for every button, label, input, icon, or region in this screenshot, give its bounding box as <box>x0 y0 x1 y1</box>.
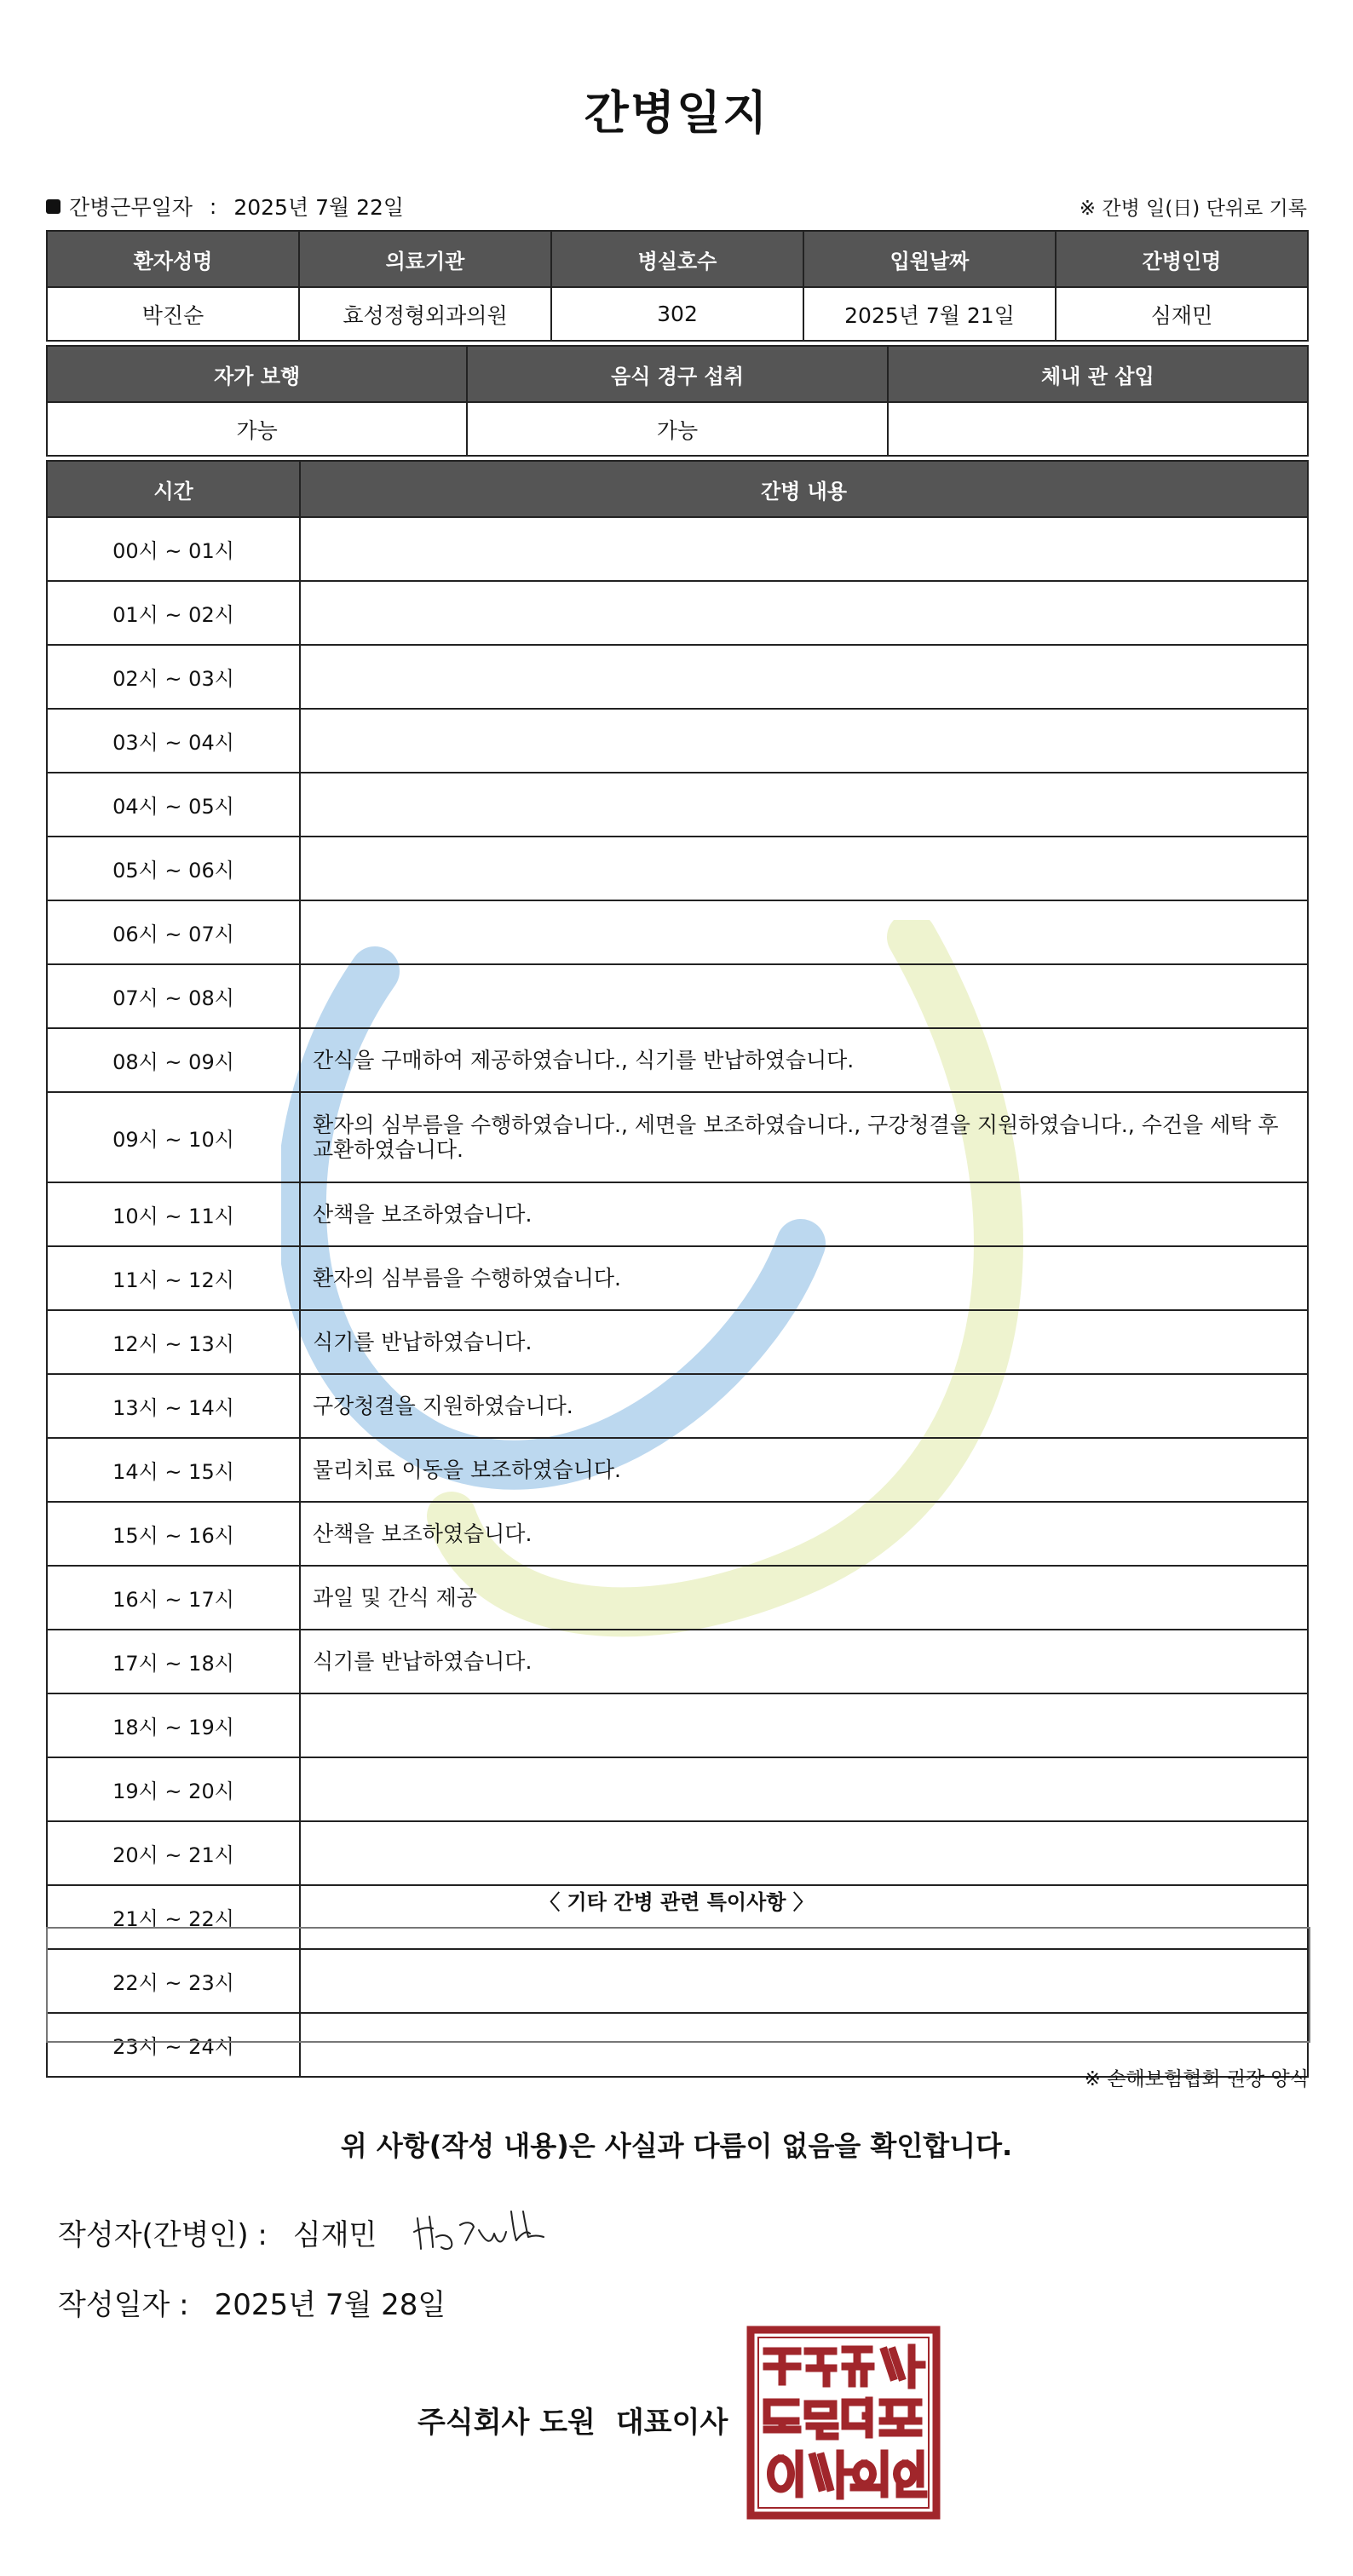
page-title: 간병일지 <box>584 86 769 140</box>
content-cell: 물리치료 이동을 보조하였습니다. <box>300 1438 1308 1502</box>
time-cell: 19시 ~ 20시 <box>47 1757 300 1821</box>
header-self-walking: 자가 보행 <box>47 346 467 402</box>
header-oral-intake: 음식 경구 섭취 <box>467 346 887 402</box>
table-row <box>47 517 1308 581</box>
content-cell: 환자의 심부름을 수행하였습니다., 세면을 보조하였습니다., 구강청결을 지원하였습니다., 수건을 세탁 후 교환하였습니다. <box>300 1092 1308 1182</box>
writer-row <box>58 2211 377 2253</box>
table-row <box>47 773 1308 837</box>
time-cell: 05시 ~ 06시 <box>47 837 300 900</box>
patient-status-value-row <box>47 402 1308 456</box>
writer-name: 심재민 <box>292 2218 377 2252</box>
table-row <box>47 1310 1308 1374</box>
patient-info-header-row <box>47 231 1308 287</box>
room-number-value: 302 <box>551 287 803 341</box>
tube-insertion-value <box>888 402 1308 456</box>
oral-intake-value: 가능 <box>467 402 887 456</box>
content-cell: 산책을 보조하였습니다. <box>300 1182 1308 1246</box>
table-row <box>47 709 1308 773</box>
header-caregiver-name: 간병인명 <box>1056 231 1308 287</box>
time-cell: 03시 ~ 04시 <box>47 709 300 773</box>
write-date-row <box>58 2281 446 2323</box>
patient-status-header-row <box>47 346 1308 402</box>
table-row <box>47 1092 1308 1182</box>
table-row <box>47 1566 1308 1630</box>
table-row <box>47 1028 1308 1092</box>
content-cell <box>300 581 1308 645</box>
header-time: 시간 <box>47 461 300 517</box>
content-cell: 식기를 반납하였습니다. <box>300 1630 1308 1693</box>
content-cell: 식기를 반납하였습니다. <box>300 1310 1308 1374</box>
header-patient-name: 환자성명 <box>47 231 299 287</box>
time-cell: 06시 ~ 07시 <box>47 900 300 964</box>
write-date-value: 2025년 7월 28일 <box>214 2288 446 2322</box>
time-cell: 16시 ~ 17시 <box>47 1566 300 1630</box>
representative-title: 대표이사 <box>615 2406 728 2440</box>
header-hospital: 의료기관 <box>299 231 551 287</box>
content-cell: 과일 및 간식 제공 <box>300 1566 1308 1630</box>
time-cell: 15시 ~ 16시 <box>47 1502 300 1566</box>
remarks-title: 〈 기타 간병 관련 특이사항 〉 <box>539 1890 814 1914</box>
content-cell <box>300 1757 1308 1821</box>
table-row <box>47 1757 1308 1821</box>
time-cell: 18시 ~ 19시 <box>47 1693 300 1757</box>
content-cell: 산책을 보조하였습니다. <box>300 1502 1308 1566</box>
time-cell: 21시 ~ 22시 <box>47 1885 300 1949</box>
record-note: ※ 간병 일(日) 단위로 기록 <box>1079 197 1307 220</box>
header-room-number: 병실호수 <box>551 231 803 287</box>
work-date-colon: : <box>209 193 217 219</box>
patient-status-table <box>46 345 1309 457</box>
table-row <box>47 645 1308 709</box>
recommend-note: ※ 손해보험협회 권장 양식 <box>1084 2068 1309 2090</box>
time-cell: 01시 ~ 02시 <box>47 581 300 645</box>
time-cell: 02시 ~ 03시 <box>47 645 300 709</box>
content-cell <box>300 900 1308 964</box>
time-cell: 09시 ~ 10시 <box>47 1092 300 1182</box>
content-cell: 간식을 구매하여 제공하였습니다., 식기를 반납하였습니다. <box>300 1028 1308 1092</box>
hospital-value: 효성정형외과의원 <box>299 287 551 341</box>
company-line <box>417 2399 728 2441</box>
table-row <box>47 1821 1308 1885</box>
content-cell <box>300 1693 1308 1757</box>
confirm-statement: 위 사항(작성 내용)은 사실과 다름이 없음을 확인합니다. <box>340 2130 1013 2162</box>
remarks-box <box>46 1927 1310 2043</box>
caregiver-name-value: 심재민 <box>1056 287 1308 341</box>
time-cell: 00시 ~ 01시 <box>47 517 300 581</box>
time-cell: 22시 ~ 23시 <box>47 1949 300 2013</box>
patient-info-value-row <box>47 287 1308 341</box>
work-date-value: 2025년 7월 22일 <box>233 195 405 220</box>
header-care-content: 간병 내용 <box>300 461 1308 517</box>
content-cell <box>300 837 1308 900</box>
time-cell: 10시 ~ 11시 <box>47 1182 300 1246</box>
content-cell <box>300 517 1308 581</box>
content-cell <box>300 709 1308 773</box>
admission-date-value: 2025년 7월 21일 <box>803 287 1056 341</box>
write-date-label: 작성일자 : <box>58 2288 189 2322</box>
content-cell <box>300 964 1308 1028</box>
self-walking-value: 가능 <box>47 402 467 456</box>
company-seal-stamp <box>746 2326 941 2520</box>
patient-info-table <box>46 230 1309 342</box>
square-bullet-icon <box>46 199 60 214</box>
table-row <box>47 1693 1308 1757</box>
table-row <box>47 1502 1308 1566</box>
content-cell <box>300 1821 1308 1885</box>
care-log-header-row <box>47 461 1308 517</box>
time-cell: 07시 ~ 08시 <box>47 964 300 1028</box>
time-cell: 14시 ~ 15시 <box>47 1438 300 1502</box>
table-row <box>47 1438 1308 1502</box>
patient-name-value: 박진순 <box>47 287 299 341</box>
time-cell: 11시 ~ 12시 <box>47 1246 300 1310</box>
content-cell: 환자의 심부름을 수행하였습니다. <box>300 1246 1308 1310</box>
table-row <box>47 581 1308 645</box>
table-row <box>47 964 1308 1028</box>
time-cell: 08시 ~ 09시 <box>47 1028 300 1092</box>
header-tube-insertion: 체내 관 삽입 <box>888 346 1308 402</box>
content-cell <box>300 645 1308 709</box>
table-row <box>47 837 1308 900</box>
table-row <box>47 1182 1308 1246</box>
table-row <box>47 1246 1308 1310</box>
work-date-label: 간병근무일자 <box>69 195 193 220</box>
content-cell <box>300 773 1308 837</box>
writer-label: 작성자(간병인) : <box>58 2218 268 2252</box>
time-cell: 13시 ~ 14시 <box>47 1374 300 1438</box>
signature-mark <box>411 2199 547 2259</box>
table-row <box>47 900 1308 964</box>
table-row <box>47 1374 1308 1438</box>
header-admission-date: 입원날짜 <box>803 231 1056 287</box>
time-cell: 20시 ~ 21시 <box>47 1821 300 1885</box>
table-row <box>47 1630 1308 1693</box>
work-date <box>46 191 404 221</box>
time-cell: 17시 ~ 18시 <box>47 1630 300 1693</box>
meta-row <box>46 189 1307 223</box>
time-cell: 04시 ~ 05시 <box>47 773 300 837</box>
time-cell: 23시 ~ 24시 <box>47 2013 300 2077</box>
company-name: 주식회사 도원 <box>417 2406 596 2440</box>
time-cell: 12시 ~ 13시 <box>47 1310 300 1374</box>
content-cell: 구강청결을 지원하였습니다. <box>300 1374 1308 1438</box>
care-log-table <box>46 460 1309 2078</box>
